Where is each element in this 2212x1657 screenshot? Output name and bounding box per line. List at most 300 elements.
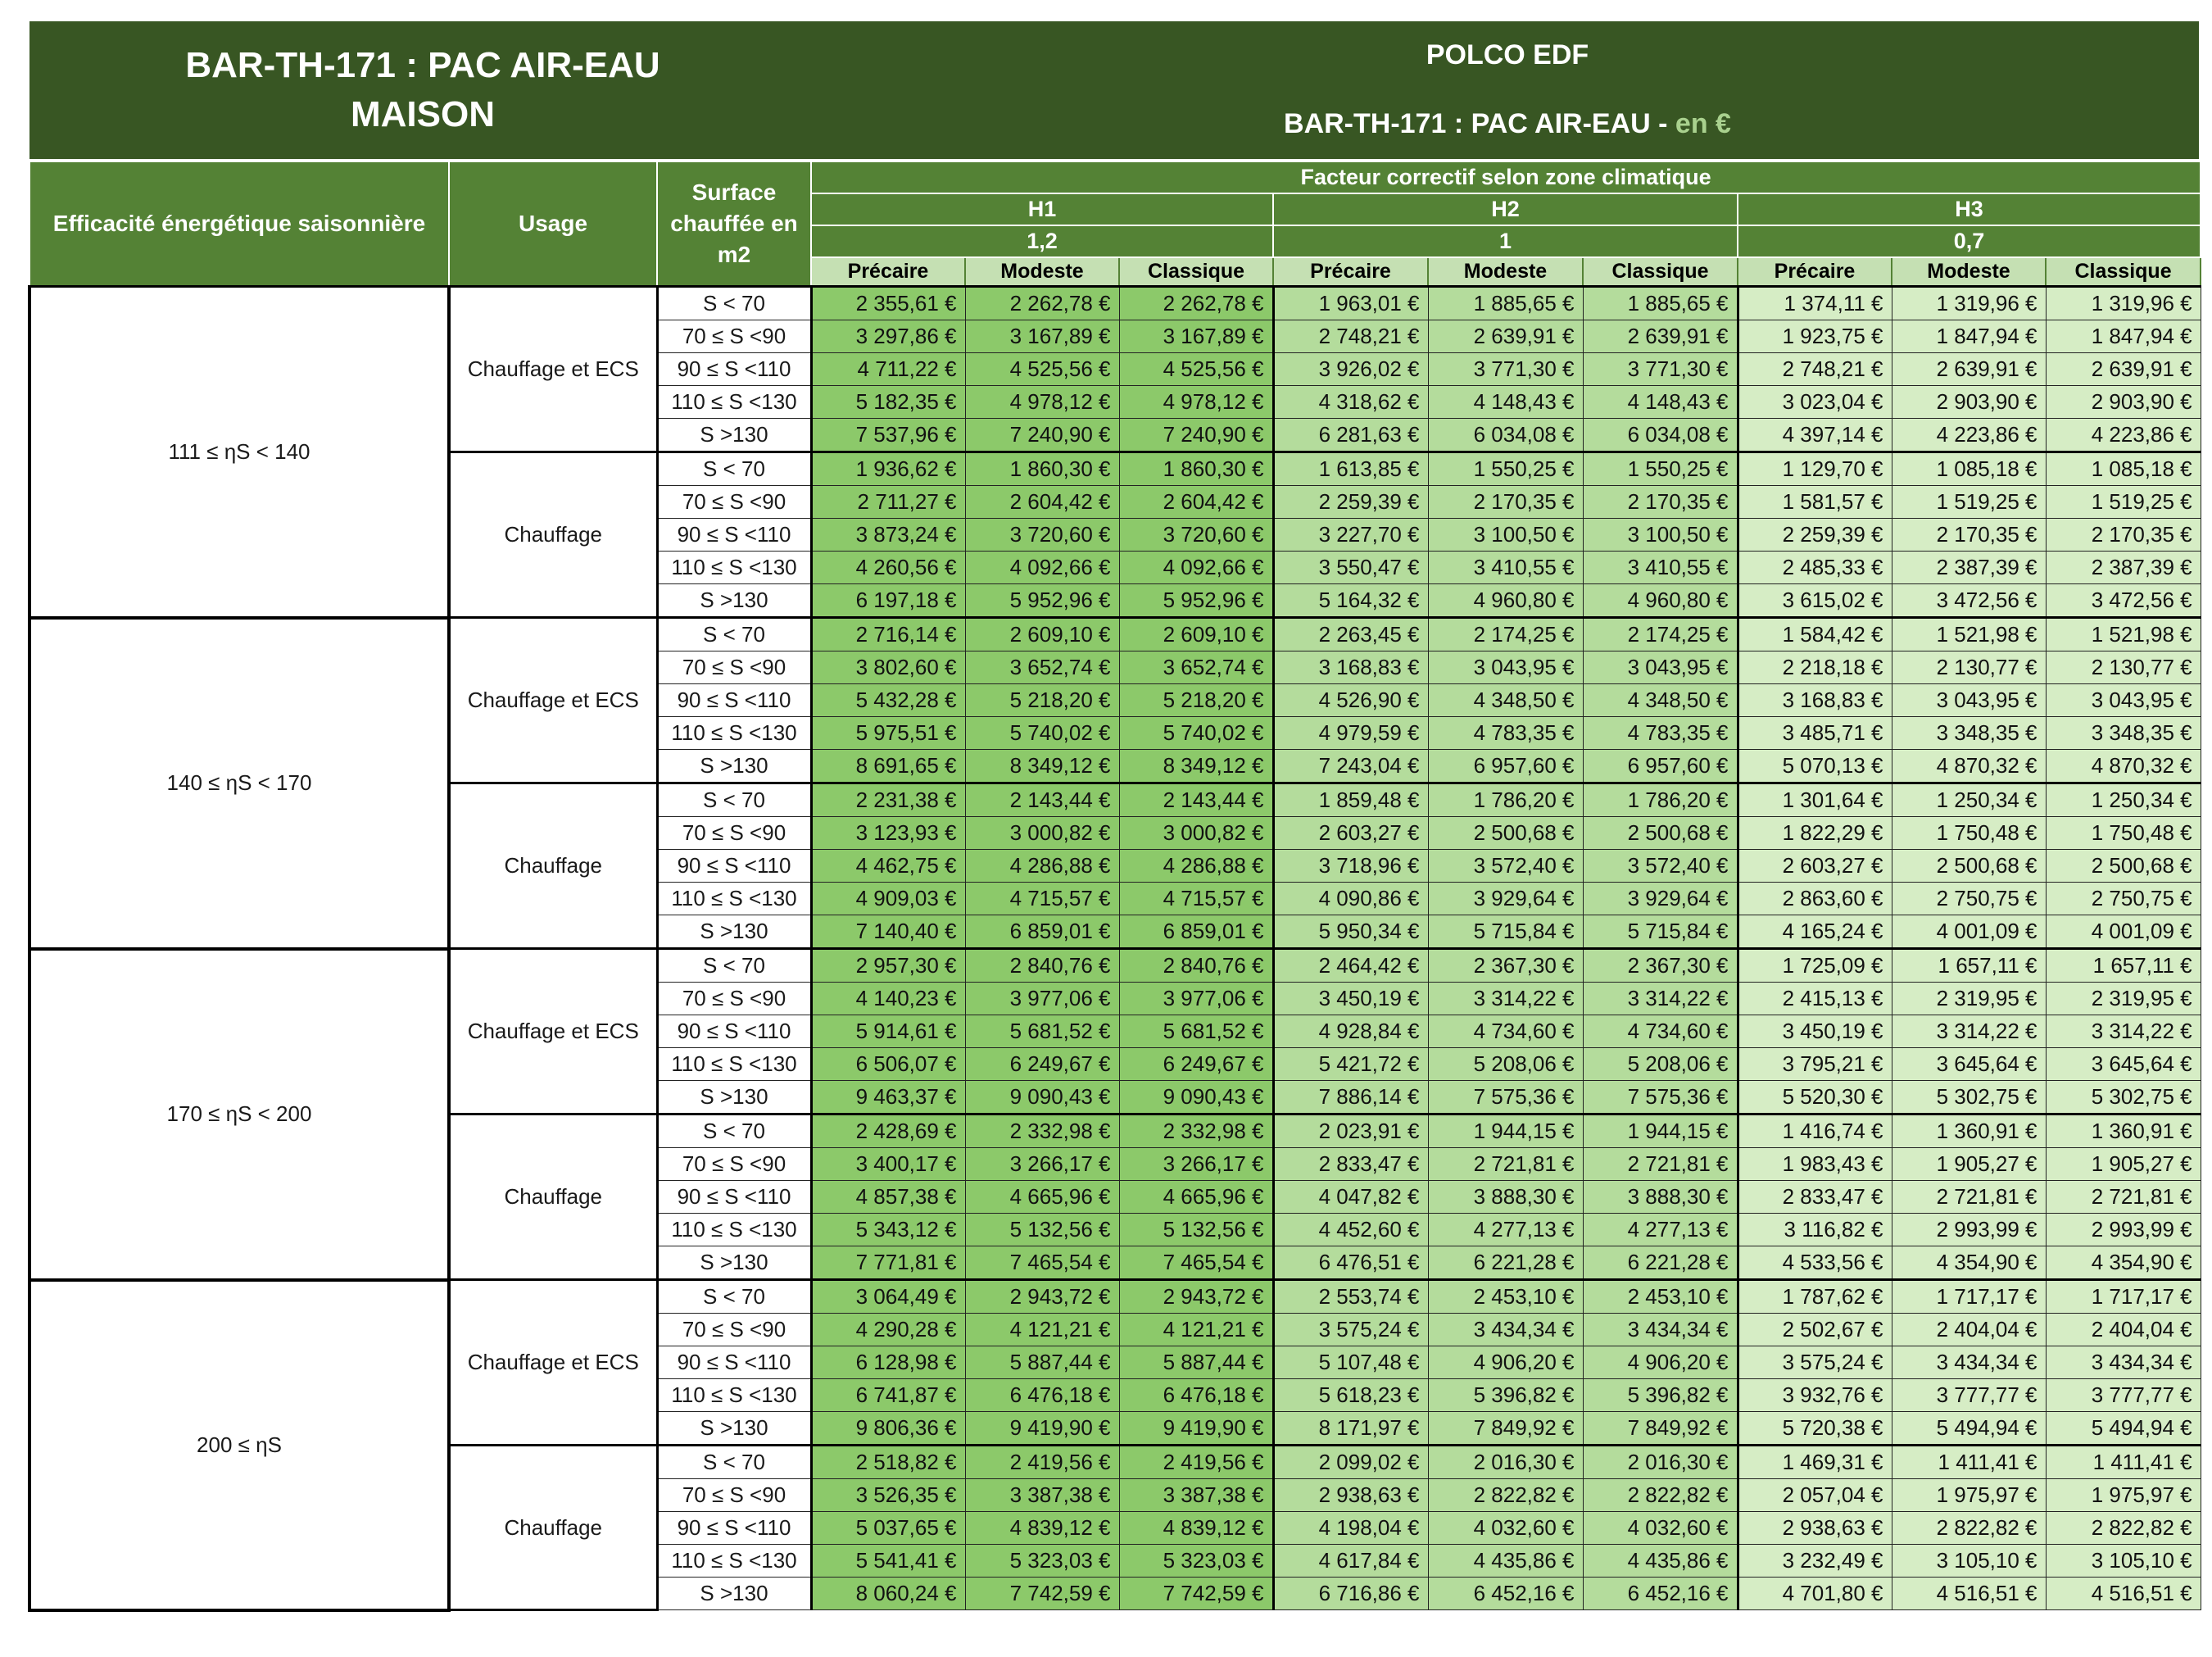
amount-cell: 3 314,22 € (1583, 983, 1738, 1015)
amount-cell: 2 404,04 € (1892, 1314, 2046, 1346)
amount-cell: 3 929,64 € (1583, 883, 1738, 915)
amount-cell: 7 849,92 € (1428, 1412, 1583, 1446)
amount-cell: 9 419,90 € (965, 1412, 1119, 1446)
amount-cell: 8 349,12 € (1119, 750, 1273, 783)
amount-cell: 1 717,17 € (1892, 1280, 2046, 1314)
amount-cell: 9 090,43 € (965, 1081, 1119, 1115)
amount-cell: 2 603,27 € (1273, 817, 1428, 850)
amount-cell: 7 886,14 € (1273, 1081, 1428, 1115)
amount-cell: 5 681,52 € (965, 1015, 1119, 1048)
amount-cell: 4 348,50 € (1583, 684, 1738, 717)
surface-range-cell: S >130 (657, 584, 811, 618)
amount-cell: 4 783,35 € (1583, 717, 1738, 750)
amount-cell: 4 290,28 € (811, 1314, 965, 1346)
amount-cell: 1 750,48 € (2046, 817, 2201, 850)
amount-cell: 2 143,44 € (1119, 783, 1273, 817)
surface-range-cell: 90 ≤ S <110 (657, 1346, 811, 1379)
amount-cell: 3 977,06 € (965, 983, 1119, 1015)
amount-cell: 3 615,02 € (1738, 584, 1892, 618)
amount-cell: 3 105,10 € (1892, 1545, 2046, 1578)
amount-cell: 5 740,02 € (1119, 717, 1273, 750)
amount-cell: 2 332,98 € (1119, 1115, 1273, 1148)
amount-cell: 3 100,50 € (1428, 519, 1583, 552)
amount-cell: 1 519,25 € (1892, 486, 2046, 519)
table-body (29, 287, 2201, 1610)
amount-cell: 2 840,76 € (965, 949, 1119, 983)
amount-cell: 2 993,99 € (2046, 1214, 2201, 1246)
amount-cell: 5 302,75 € (1892, 1081, 2046, 1115)
amount-cell: 5 715,84 € (1583, 915, 1738, 949)
amount-cell: 3 802,60 € (811, 651, 965, 684)
amount-cell: 2 553,74 € (1273, 1280, 1428, 1314)
amount-cell: 2 833,47 € (1273, 1148, 1428, 1181)
surface-range-cell: S < 70 (657, 1115, 811, 1148)
amount-cell: 4 286,88 € (1119, 850, 1273, 883)
surface-range-cell: 70 ≤ S <90 (657, 1148, 811, 1181)
surface-range-cell: 70 ≤ S <90 (657, 1479, 811, 1512)
amount-cell: 3 314,22 € (1892, 1015, 2046, 1048)
amount-cell: 3 771,30 € (1583, 353, 1738, 386)
amount-cell: 3 168,83 € (1738, 684, 1892, 717)
amount-cell: 3 572,40 € (1583, 850, 1738, 883)
amount-cell: 4 701,80 € (1738, 1578, 1892, 1610)
header-factor-h2: 1 (1273, 225, 1738, 257)
amount-cell: 5 182,35 € (811, 386, 965, 419)
amount-cell: 2 716,14 € (811, 618, 965, 651)
table-header (29, 161, 2201, 287)
surface-range-cell: S < 70 (657, 287, 811, 320)
amount-cell: 2 130,77 € (2046, 651, 2201, 684)
amount-cell: 3 572,40 € (1428, 850, 1583, 883)
amount-cell: 3 575,24 € (1738, 1346, 1892, 1379)
amount-cell: 4 318,62 € (1273, 386, 1428, 419)
amount-cell: 5 208,06 € (1428, 1048, 1583, 1081)
amount-cell: 1 944,15 € (1428, 1115, 1583, 1148)
amount-cell: 4 223,86 € (2046, 419, 2201, 452)
amount-cell: 3 064,49 € (811, 1280, 965, 1314)
amount-cell: 3 123,93 € (811, 817, 965, 850)
amount-cell: 3 777,77 € (1892, 1379, 2046, 1412)
amount-cell: 3 043,95 € (1892, 684, 2046, 717)
header-factor-h1: 1,2 (811, 225, 1273, 257)
amount-cell: 3 314,22 € (2046, 1015, 2201, 1048)
amount-cell: 3 720,60 € (965, 519, 1119, 552)
amount-cell: 3 100,50 € (1583, 519, 1738, 552)
amount-cell: 2 174,25 € (1583, 618, 1738, 651)
amount-cell: 2 419,56 € (1119, 1446, 1273, 1479)
amount-cell: 4 525,56 € (965, 353, 1119, 386)
amount-cell: 3 888,30 € (1428, 1181, 1583, 1214)
amount-cell: 3 387,38 € (965, 1479, 1119, 1512)
surface-range-cell: S < 70 (657, 949, 811, 983)
amount-cell: 2 604,42 € (1119, 486, 1273, 519)
surface-range-cell: 90 ≤ S <110 (657, 353, 811, 386)
amount-cell: 5 343,12 € (811, 1214, 965, 1246)
amount-cell: 3 434,34 € (2046, 1346, 2201, 1379)
amount-cell: 2 500,68 € (1583, 817, 1738, 850)
amount-cell: 2 721,81 € (1892, 1181, 2046, 1214)
amount-cell: 4 533,56 € (1738, 1246, 1892, 1280)
efficiency-range-cell: 170 ≤ ηS < 200 (29, 949, 449, 1280)
amount-cell: 2 099,02 € (1273, 1446, 1428, 1479)
amount-cell: 7 742,59 € (1119, 1578, 1273, 1610)
surface-range-cell: 90 ≤ S <110 (657, 1015, 811, 1048)
amount-cell: 2 453,10 € (1428, 1280, 1583, 1314)
amount-cell: 1 923,75 € (1738, 320, 1892, 353)
amount-cell: 4 286,88 € (965, 850, 1119, 883)
surface-range-cell: 70 ≤ S <90 (657, 983, 811, 1015)
amount-cell: 3 652,74 € (965, 651, 1119, 684)
amount-cell: 3 645,64 € (1892, 1048, 2046, 1081)
amount-cell: 2 833,47 € (1738, 1181, 1892, 1214)
amount-cell: 2 404,04 € (2046, 1314, 2201, 1346)
surface-range-cell: 90 ≤ S <110 (657, 1512, 811, 1545)
surface-range-cell: 110 ≤ S <130 (657, 883, 811, 915)
amount-cell: 6 957,60 € (1428, 750, 1583, 783)
amount-cell: 3 387,38 € (1119, 1479, 1273, 1512)
amount-cell: 4 348,50 € (1428, 684, 1583, 717)
amount-cell: 2 387,39 € (2046, 552, 2201, 584)
amount-cell: 4 665,96 € (965, 1181, 1119, 1214)
surface-range-cell: 70 ≤ S <90 (657, 486, 811, 519)
amount-cell: 5 887,44 € (965, 1346, 1119, 1379)
amount-cell: 4 516,51 € (2046, 1578, 2201, 1610)
amount-cell: 2 993,99 € (1892, 1214, 2046, 1246)
amount-cell: 1 613,85 € (1273, 452, 1428, 486)
amount-cell: 2 259,39 € (1273, 486, 1428, 519)
amount-cell: 6 859,01 € (1119, 915, 1273, 949)
surface-range-cell: 110 ≤ S <130 (657, 552, 811, 584)
amount-cell: 1 085,18 € (2046, 452, 2201, 486)
surface-range-cell: S >130 (657, 1081, 811, 1115)
amount-cell: 6 221,28 € (1583, 1246, 1738, 1280)
amount-cell: 2 943,72 € (1119, 1280, 1273, 1314)
amount-cell: 6 221,28 € (1428, 1246, 1583, 1280)
surface-range-cell: 70 ≤ S <90 (657, 320, 811, 353)
amount-cell: 2 822,82 € (1892, 1512, 2046, 1545)
amount-cell: 4 870,32 € (2046, 750, 2201, 783)
usage-cell: Chauffage (449, 783, 657, 949)
amount-cell: 2 367,30 € (1583, 949, 1738, 983)
amount-cell: 1 787,62 € (1738, 1280, 1892, 1314)
surface-range-cell: 90 ≤ S <110 (657, 519, 811, 552)
header-category: Classique (1583, 257, 1738, 287)
surface-range-cell: S >130 (657, 750, 811, 783)
amount-cell: 1 657,11 € (1892, 949, 2046, 983)
amount-cell: 1 885,65 € (1428, 287, 1583, 320)
amount-cell: 3 434,34 € (1428, 1314, 1583, 1346)
document-title-line1: BAR-TH-171 : PAC AIR-EAU (185, 45, 660, 85)
amount-cell: 4 277,13 € (1428, 1214, 1583, 1246)
usage-cell: Chauffage (449, 452, 657, 618)
amount-cell: 4 715,57 € (965, 883, 1119, 915)
usage-cell: Chauffage et ECS (449, 287, 657, 452)
amount-cell: 3 873,24 € (811, 519, 965, 552)
amount-cell: 4 223,86 € (1892, 419, 2046, 452)
amount-cell: 6 859,01 € (965, 915, 1119, 949)
amount-cell: 4 140,23 € (811, 983, 965, 1015)
amount-cell: 3 434,34 € (1892, 1346, 2046, 1379)
amount-cell: 4 839,12 € (1119, 1512, 1273, 1545)
efficiency-range-cell: 111 ≤ ηS < 140 (29, 287, 449, 618)
amount-cell: 2 016,30 € (1583, 1446, 1738, 1479)
amount-cell: 4 397,14 € (1738, 419, 1892, 452)
amount-cell: 4 032,60 € (1428, 1512, 1583, 1545)
bonus-table (28, 161, 2201, 1612)
amount-cell: 1 859,48 € (1273, 783, 1428, 817)
amount-cell: 3 348,35 € (1892, 717, 2046, 750)
table-subtitle (816, 108, 2199, 140)
amount-cell: 3 410,55 € (1428, 552, 1583, 584)
amount-cell: 1 360,91 € (2046, 1115, 2201, 1148)
amount-cell: 4 277,13 € (1583, 1214, 1738, 1246)
amount-cell: 4 452,60 € (1273, 1214, 1428, 1246)
amount-cell: 2 721,81 € (2046, 1181, 2201, 1214)
amount-cell: 6 957,60 € (1583, 750, 1738, 783)
amount-cell: 1 885,65 € (1583, 287, 1738, 320)
amount-cell: 7 575,36 € (1428, 1081, 1583, 1115)
header-category: Modeste (1892, 257, 2046, 287)
banner-right (816, 21, 2199, 159)
header-zone-h1: H1 (811, 193, 1273, 225)
amount-cell: 2 453,10 € (1583, 1280, 1738, 1314)
amount-cell: 3 526,35 € (811, 1479, 965, 1512)
surface-range-cell: 90 ≤ S <110 (657, 1181, 811, 1214)
amount-cell: 2 319,95 € (2046, 983, 2201, 1015)
amount-cell: 3 718,96 € (1273, 850, 1428, 883)
amount-cell: 3 932,76 € (1738, 1379, 1892, 1412)
table-row (29, 1280, 2201, 1314)
amount-cell: 4 198,04 € (1273, 1512, 1428, 1545)
amount-cell: 2 822,82 € (2046, 1512, 2201, 1545)
amount-cell: 2 319,95 € (1892, 983, 2046, 1015)
header-category: Modeste (965, 257, 1119, 287)
amount-cell: 1 750,48 € (1892, 817, 2046, 850)
amount-cell: 6 452,16 € (1428, 1578, 1583, 1610)
subtitle-main: BAR-TH-171 : PAC AIR-EAU - (1284, 108, 1675, 139)
amount-cell: 5 952,96 € (965, 584, 1119, 618)
table-row (29, 287, 2201, 320)
amount-cell: 5 541,41 € (811, 1545, 965, 1578)
amount-cell: 5 070,13 € (1738, 750, 1892, 783)
amount-cell: 1 584,42 € (1738, 618, 1892, 651)
amount-cell: 5 950,34 € (1273, 915, 1428, 949)
surface-range-cell: 110 ≤ S <130 (657, 386, 811, 419)
amount-cell: 5 887,44 € (1119, 1346, 1273, 1379)
amount-cell: 3 167,89 € (1119, 320, 1273, 353)
amount-cell: 5 396,82 € (1428, 1379, 1583, 1412)
amount-cell: 2 170,35 € (2046, 519, 2201, 552)
amount-cell: 2 231,38 € (811, 783, 965, 817)
amount-cell: 1 301,64 € (1738, 783, 1892, 817)
amount-cell: 2 903,90 € (2046, 386, 2201, 419)
surface-range-cell: S >130 (657, 1412, 811, 1446)
amount-cell: 7 465,54 € (965, 1246, 1119, 1280)
amount-cell: 1 983,43 € (1738, 1148, 1892, 1181)
amount-cell: 4 121,21 € (965, 1314, 1119, 1346)
amount-cell: 3 043,95 € (1428, 651, 1583, 684)
usage-cell: Chauffage (449, 1115, 657, 1280)
amount-cell: 3 116,82 € (1738, 1214, 1892, 1246)
amount-cell: 6 506,07 € (811, 1048, 965, 1081)
amount-cell: 8 349,12 € (965, 750, 1119, 783)
amount-cell: 2 639,91 € (1583, 320, 1738, 353)
amount-cell: 2 639,91 € (1892, 353, 2046, 386)
amount-cell: 2 639,91 € (1428, 320, 1583, 353)
amount-cell: 5 681,52 € (1119, 1015, 1273, 1048)
amount-cell: 5 107,48 € (1273, 1346, 1428, 1379)
amount-cell: 5 323,03 € (1119, 1545, 1273, 1578)
amount-cell: 6 476,18 € (965, 1379, 1119, 1412)
amount-cell: 4 960,80 € (1428, 584, 1583, 618)
amount-cell: 1 944,15 € (1583, 1115, 1738, 1148)
amount-cell: 1 416,74 € (1738, 1115, 1892, 1148)
amount-cell: 5 740,02 € (965, 717, 1119, 750)
amount-cell: 4 783,35 € (1428, 717, 1583, 750)
amount-cell: 6 197,18 € (811, 584, 965, 618)
surface-range-cell: S >130 (657, 419, 811, 452)
amount-cell: 1 717,17 € (2046, 1280, 2201, 1314)
amount-cell: 3 297,86 € (811, 320, 965, 353)
amount-cell: 2 367,30 € (1428, 949, 1583, 983)
amount-cell: 3 232,49 € (1738, 1545, 1892, 1578)
amount-cell: 7 243,04 € (1273, 750, 1428, 783)
amount-cell: 1 411,41 € (2046, 1446, 2201, 1479)
amount-cell: 4 148,43 € (1428, 386, 1583, 419)
amount-cell: 1 905,27 € (1892, 1148, 2046, 1181)
amount-cell: 1 860,30 € (1119, 452, 1273, 486)
amount-cell: 2 023,91 € (1273, 1115, 1428, 1148)
amount-cell: 2 415,13 € (1738, 983, 1892, 1015)
amount-cell: 4 047,82 € (1273, 1181, 1428, 1214)
amount-cell: 6 249,67 € (965, 1048, 1119, 1081)
amount-cell: 1 250,34 € (1892, 783, 2046, 817)
usage-cell: Chauffage et ECS (449, 618, 657, 783)
amount-cell: 5 218,20 € (1119, 684, 1273, 717)
surface-range-cell: S >130 (657, 915, 811, 949)
amount-cell: 2 170,35 € (1583, 486, 1738, 519)
amount-cell: 5 132,56 € (1119, 1214, 1273, 1246)
amount-cell: 2 748,21 € (1738, 353, 1892, 386)
amount-cell: 3 266,17 € (1119, 1148, 1273, 1181)
amount-cell: 1 550,25 € (1428, 452, 1583, 486)
table-row (29, 618, 2201, 651)
amount-cell: 4 909,03 € (811, 883, 965, 915)
amount-cell: 3 043,95 € (2046, 684, 2201, 717)
amount-cell: 4 617,84 € (1273, 1545, 1428, 1578)
amount-cell: 5 914,61 € (811, 1015, 965, 1048)
amount-cell: 1 725,09 € (1738, 949, 1892, 983)
amount-cell: 7 849,92 € (1583, 1412, 1738, 1446)
amount-cell: 3 450,19 € (1273, 983, 1428, 1015)
header-zone-h3: H3 (1738, 193, 2201, 225)
amount-cell: 3 410,55 € (1583, 552, 1738, 584)
amount-cell: 1 319,96 € (2046, 287, 2201, 320)
amount-cell: 4 906,20 € (1583, 1346, 1738, 1379)
amount-cell: 4 839,12 € (965, 1512, 1119, 1545)
usage-cell: Chauffage et ECS (449, 1280, 657, 1446)
amount-cell: 2 938,63 € (1738, 1512, 1892, 1545)
amount-cell: 2 428,69 € (811, 1115, 965, 1148)
amount-cell: 3 348,35 € (2046, 717, 2201, 750)
amount-cell: 9 806,36 € (811, 1412, 965, 1446)
amount-cell: 2 938,63 € (1273, 1479, 1428, 1512)
amount-cell: 2 016,30 € (1428, 1446, 1583, 1479)
amount-cell: 2 609,10 € (1119, 618, 1273, 651)
amount-cell: 4 435,86 € (1428, 1545, 1583, 1578)
amount-cell: 3 043,95 € (1583, 651, 1738, 684)
amount-cell: 2 604,42 € (965, 486, 1119, 519)
surface-range-cell: 110 ≤ S <130 (657, 1379, 811, 1412)
amount-cell: 8 171,97 € (1273, 1412, 1428, 1446)
amount-cell: 4 928,84 € (1273, 1015, 1428, 1048)
amount-cell: 3 472,56 € (1892, 584, 2046, 618)
amount-cell: 7 240,90 € (1119, 419, 1273, 452)
amount-cell: 3 720,60 € (1119, 519, 1273, 552)
amount-cell: 2 518,82 € (811, 1446, 965, 1479)
amount-cell: 4 001,09 € (2046, 915, 2201, 949)
amount-cell: 4 734,60 € (1583, 1015, 1738, 1048)
surface-range-cell: 110 ≤ S <130 (657, 1545, 811, 1578)
amount-cell: 2 502,67 € (1738, 1314, 1892, 1346)
amount-cell: 1 250,34 € (2046, 783, 2201, 817)
amount-cell: 4 090,86 € (1273, 883, 1428, 915)
amount-cell: 9 090,43 € (1119, 1081, 1273, 1115)
amount-cell: 3 771,30 € (1428, 353, 1583, 386)
amount-cell: 6 034,08 € (1583, 419, 1738, 452)
amount-cell: 3 795,21 € (1738, 1048, 1892, 1081)
amount-cell: 4 715,57 € (1119, 883, 1273, 915)
amount-cell: 6 716,86 € (1273, 1578, 1428, 1610)
amount-cell: 4 906,20 € (1428, 1346, 1583, 1379)
amount-cell: 1 519,25 € (2046, 486, 2201, 519)
amount-cell: 1 786,20 € (1583, 783, 1738, 817)
amount-cell: 7 537,96 € (811, 419, 965, 452)
amount-cell: 9 463,37 € (811, 1081, 965, 1115)
surface-range-cell: 70 ≤ S <90 (657, 651, 811, 684)
surface-range-cell: 110 ≤ S <130 (657, 1048, 811, 1081)
amount-cell: 2 419,56 € (965, 1446, 1119, 1479)
efficiency-range-cell: 140 ≤ ηS < 170 (29, 618, 449, 949)
amount-cell: 4 092,66 € (965, 552, 1119, 584)
amount-cell: 1 085,18 € (1892, 452, 2046, 486)
amount-cell: 5 218,20 € (965, 684, 1119, 717)
amount-cell: 4 870,32 € (1892, 750, 2046, 783)
amount-cell: 2 603,27 € (1738, 850, 1892, 883)
header-efficacite: Efficacité énergétique saisonnière (29, 161, 449, 287)
amount-cell: 2 721,81 € (1428, 1148, 1583, 1181)
amount-cell: 7 465,54 € (1119, 1246, 1273, 1280)
header-facteur-correctif: Facteur correctif selon zone climatique (811, 161, 2201, 193)
amount-cell: 1 319,96 € (1892, 287, 2046, 320)
amount-cell: 4 354,90 € (1892, 1246, 2046, 1280)
surface-range-cell: 110 ≤ S <130 (657, 1214, 811, 1246)
header-category: Modeste (1428, 257, 1583, 287)
amount-cell: 2 262,78 € (965, 287, 1119, 320)
usage-cell: Chauffage et ECS (449, 949, 657, 1115)
amount-cell: 4 354,90 € (2046, 1246, 2201, 1280)
amount-cell: 5 715,84 € (1428, 915, 1583, 949)
amount-cell: 2 259,39 € (1738, 519, 1892, 552)
surface-range-cell: S < 70 (657, 1280, 811, 1314)
amount-cell: 3 888,30 € (1583, 1181, 1738, 1214)
amount-cell: 8 691,65 € (811, 750, 965, 783)
amount-cell: 5 396,82 € (1583, 1379, 1738, 1412)
amount-cell: 3 168,83 € (1273, 651, 1428, 684)
amount-cell: 2 057,04 € (1738, 1479, 1892, 1512)
amount-cell: 5 037,65 € (811, 1512, 965, 1545)
amount-cell: 3 645,64 € (2046, 1048, 2201, 1081)
